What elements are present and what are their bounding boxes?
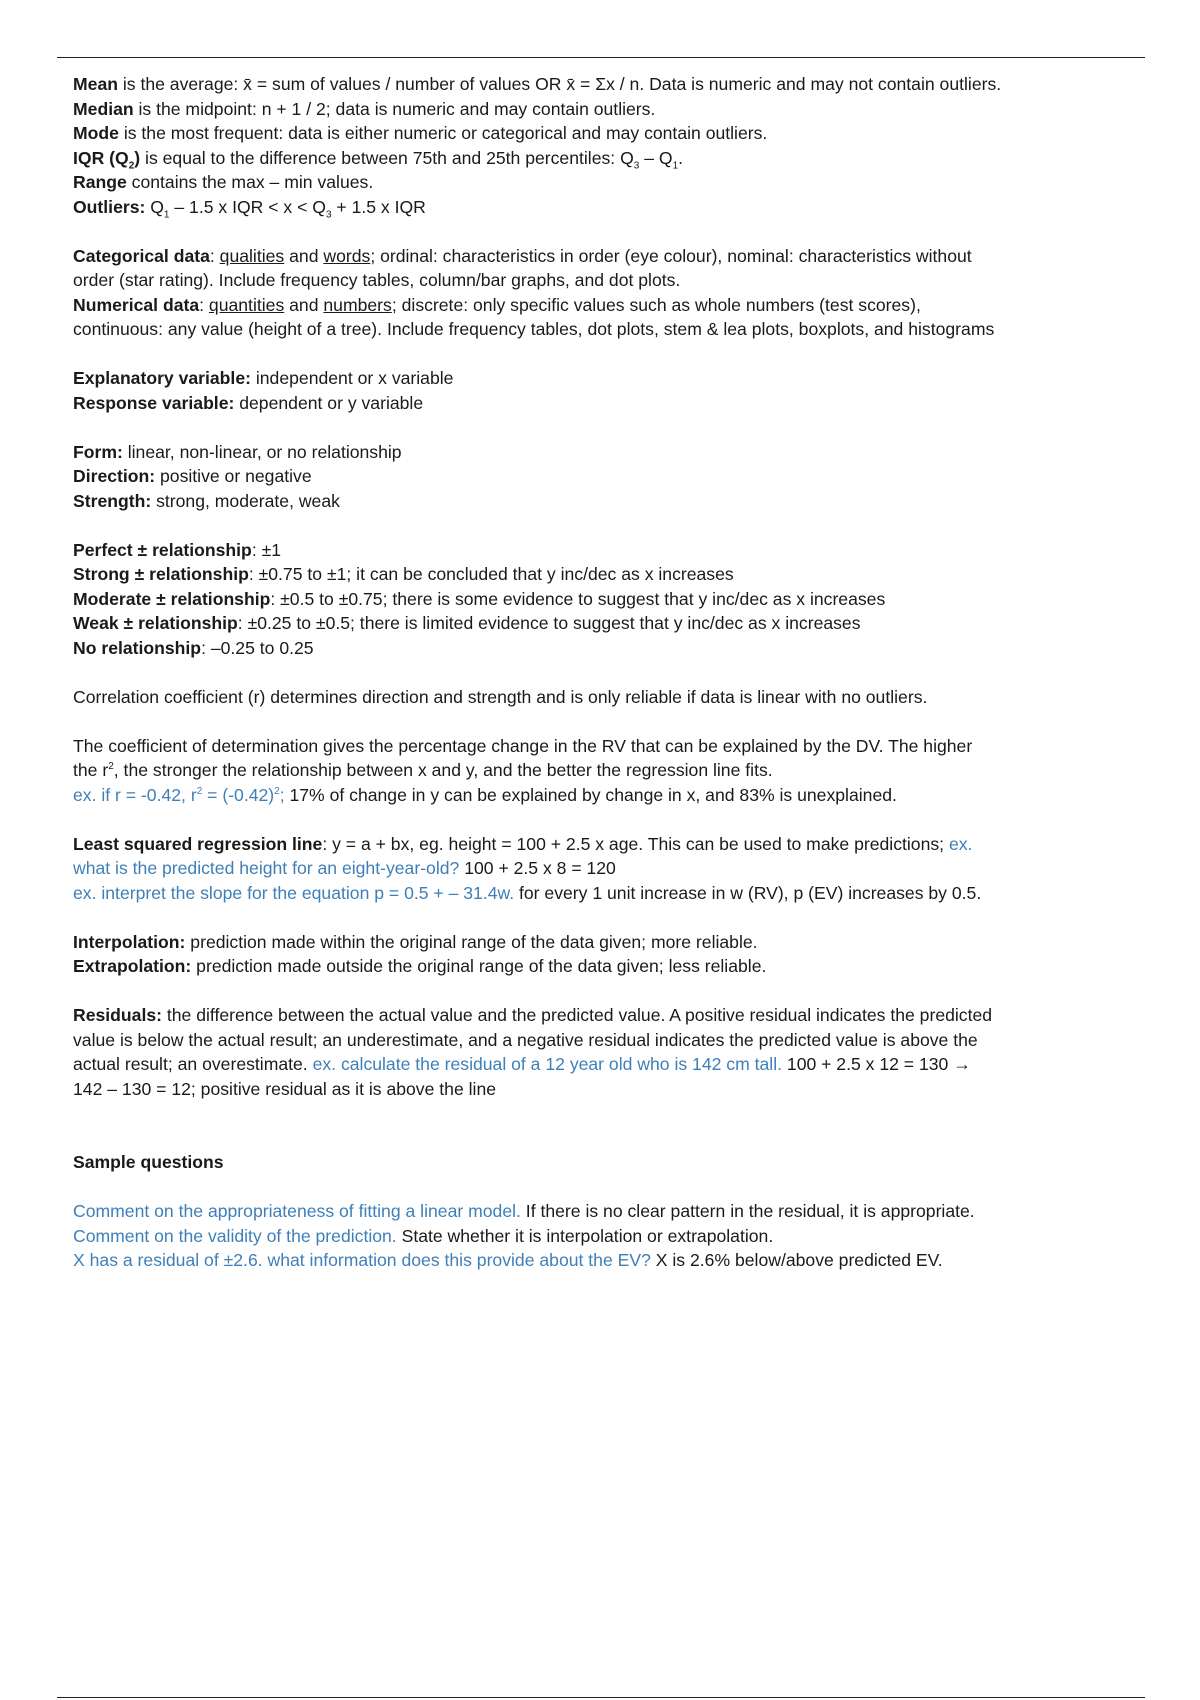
- example-question: ex. calculate the residual of a 12 year old who is 142 cm tall.: [312, 1054, 783, 1074]
- example-text: ex.: [948, 833, 973, 854]
- numerical-term: Numerical data: [73, 294, 200, 315]
- sample-questions-heading-block: [73, 1150, 1138, 1175]
- numerical-line-2: continuous: any value (height of a tree). Include frequency tables, dot plots, stem & lea plots, boxplots, and histograms: [73, 319, 995, 339]
- categorical-text: :: [209, 245, 220, 266]
- strength-row: [73, 538, 1138, 563]
- iqr-term-text: IQR (Q: [73, 147, 129, 168]
- example-question: ex. interpret the slope for the equation p = 0.5 + – 31.4w.: [73, 882, 515, 903]
- sample-answer-text: X is 2.6% below/above predicted EV.: [650, 1250, 943, 1270]
- median-term: Median: [73, 98, 134, 119]
- determination-text: , the stronger the relationship between x and y, and the better the regression line fits.: [113, 760, 773, 780]
- squared-superscript: 2: [196, 785, 203, 797]
- q3-subscript: 3: [325, 209, 332, 221]
- data-types: [73, 244, 1138, 342]
- example-answer: for every 1 unit increase in w (RV), p (EV) increases by 0.5.: [514, 882, 982, 903]
- strength-text: strong, moderate, weak: [151, 490, 340, 511]
- strength-row-text: : –0.25 to 0.25: [201, 637, 314, 658]
- numbers-underlined: numbers: [323, 294, 392, 315]
- regression-definition: [73, 832, 1138, 857]
- mode-line: [73, 121, 1138, 146]
- extrapolation-term: Extrapolation:: [73, 956, 192, 976]
- example-text: ;: [279, 784, 285, 805]
- explanatory-text: independent or x variable: [250, 368, 454, 388]
- coefficient-of-determination: [73, 734, 1138, 808]
- numerical-line: [73, 293, 1138, 318]
- strength-row: [73, 587, 1138, 612]
- mode-term: Mode: [73, 123, 119, 143]
- determination-text: the r: [73, 760, 109, 780]
- quantities-underlined: quantities: [208, 294, 285, 315]
- explanatory-term: Explanatory variable:: [73, 368, 251, 388]
- relationship-strengths: [73, 538, 1138, 661]
- variables: [73, 366, 1138, 415]
- q1-subscript: 1: [163, 209, 170, 221]
- outliers-line: [73, 195, 1138, 220]
- xbar-symbol: x̄: [566, 74, 576, 94]
- determination-line-1: The coefficient of determination gives the percentage change in the RV that can be explained by the DV. The higher: [73, 735, 973, 756]
- categorical-line: [73, 244, 1138, 269]
- explanatory-line: [73, 366, 1138, 391]
- example-question: what is the predicted height for an eight-year-old?: [73, 858, 460, 878]
- strength-row-text: : ±0.75 to ±1; it can be concluded that y inc/dec as x increases: [248, 564, 734, 584]
- correlation-text: Correlation coefficient (r) determines direction and strength and is only reliable if data is linear with no outliers.: [73, 686, 928, 707]
- outliers-term: Outliers:: [73, 196, 146, 217]
- top-rule: [57, 57, 1145, 58]
- sample-questions-heading: Sample questions: [73, 1152, 224, 1172]
- mean-text: = Σx / n. Data is numeric and may not contain outliers.: [575, 74, 1002, 94]
- notes-body: [73, 72, 1138, 1297]
- extrapolation-text: prediction made outside the original range of the data given; less reliable.: [191, 956, 767, 976]
- determination-line-2: [73, 758, 1138, 783]
- response-term: Response variable:: [73, 392, 235, 413]
- strength-row: [73, 562, 1138, 587]
- range-text: contains the max – min values.: [126, 172, 374, 192]
- outliers-text: Q: [145, 196, 164, 217]
- iqr-text: – Q: [639, 147, 673, 168]
- mean-term: Mean: [73, 74, 118, 94]
- qualities-underlined: qualities: [219, 245, 285, 266]
- regression-text: : y = a + bx, eg. height = 100 + 2.5 x age. This can be used to make predictions;: [322, 833, 949, 854]
- interpolation-extrapolation: [73, 930, 1138, 979]
- residuals-line-3: [73, 1052, 1138, 1077]
- correlation-coefficient: [73, 685, 1138, 710]
- residuals-line-2: value is below the actual result; an underestimate, and a negative residual indicates the predicted value is above the: [73, 1029, 978, 1050]
- numerical-text: ; discrete: only specific values such as whole numbers (test scores),: [391, 294, 921, 315]
- strength-row-term: Perfect ± relationship: [73, 539, 252, 560]
- strength-row-text: : ±0.25 to ±0.5; there is limited evidence to suggest that y inc/dec as x increases: [237, 613, 861, 633]
- regression-term: Least squared regression line: [73, 833, 323, 854]
- residuals-text: the difference between the actual value and the predicted value. A positive residual indicates the predicted: [161, 1005, 993, 1025]
- squared-superscript: 2: [274, 785, 280, 797]
- spacer: [73, 1126, 1138, 1151]
- categorical-text: and: [284, 245, 324, 266]
- mode-text: is the most frequent: data is either numeric or categorical and may contain outliers.: [118, 123, 768, 143]
- range-term: Range: [73, 172, 127, 192]
- response-text: dependent or y variable: [234, 392, 424, 413]
- strength-line: [73, 489, 1138, 514]
- strength-row: [73, 636, 1138, 661]
- example-answer: 100 + 2.5 x 12 = 130 →: [782, 1054, 971, 1074]
- summary-statistics: [73, 72, 1138, 219]
- form-term: Form:: [73, 441, 123, 462]
- form-text: linear, non-linear, or no relationship: [122, 441, 402, 462]
- sample-answer-text: If there is no clear pattern in the residual, it is appropriate.: [520, 1201, 975, 1221]
- sample-question: [73, 1248, 1138, 1273]
- sample-question-text: Comment on the appropriateness of fitting a linear model.: [73, 1201, 521, 1221]
- example-text: = (-0.42): [202, 784, 275, 805]
- iqr-subscript: 2: [128, 160, 135, 172]
- mean-text: is the average:: [117, 74, 244, 94]
- sample-question: [73, 1224, 1138, 1249]
- strength-row-term: Moderate ± relationship: [73, 588, 271, 609]
- interpolation-term: Interpolation:: [73, 931, 186, 952]
- numerical-text: and: [284, 294, 324, 315]
- example-answer: 17% of change in y can be explained by change in x, and 83% is unexplained.: [284, 784, 897, 805]
- categorical-text: ; ordinal: characteristics in order (eye colour), nominal: characteristics without: [370, 245, 972, 266]
- residuals-line-4: 142 – 130 = 12; positive residual as it is above the line: [73, 1078, 497, 1099]
- median-line: [73, 97, 1138, 122]
- direction-term: Direction:: [73, 466, 156, 486]
- iqr-text: .: [678, 147, 684, 168]
- outliers-text: + 1.5 x IQR: [331, 196, 426, 217]
- squared-superscript: 2: [108, 761, 114, 773]
- mean-text: = sum of values / number of values OR: [251, 74, 567, 94]
- words-underlined: words: [323, 245, 371, 266]
- direction-text: positive or negative: [155, 466, 312, 486]
- strength-term: Strength:: [73, 490, 152, 511]
- direction-line: [73, 464, 1138, 489]
- outliers-text: – 1.5 x IQR < x < Q: [169, 196, 326, 217]
- sample-question-text: Comment on the validity of the prediction.: [73, 1225, 397, 1246]
- iqr-term-close: ): [134, 147, 141, 168]
- determination-example: [73, 783, 1138, 808]
- numerical-text: :: [199, 294, 209, 315]
- range-line: [73, 170, 1138, 195]
- residuals-text: actual result; an overestimate.: [73, 1054, 313, 1074]
- xbar-symbol: x̄: [243, 74, 252, 94]
- interpolation-text: prediction made within the original range of the data given; more reliable.: [185, 931, 758, 952]
- example-text: ex. if r = -0.42, r: [73, 784, 197, 805]
- extrapolation-line: [73, 954, 1138, 979]
- sample-question: [73, 1199, 1138, 1224]
- median-text: is the midpoint: n + 1 / 2; data is numeric and may contain outliers.: [133, 98, 656, 119]
- regression-example-1: [73, 856, 1138, 881]
- regression-example-2: [73, 881, 1138, 906]
- response-line: [73, 391, 1138, 416]
- q3-subscript: 3: [633, 160, 640, 172]
- interpolation-line: [73, 930, 1138, 955]
- strength-row-text: : ±1: [251, 539, 282, 560]
- q1-subscript: 1: [672, 160, 679, 172]
- regression-line: [73, 832, 1138, 906]
- categorical-line-2: order (star rating). Include frequency tables, column/bar graphs, and dot plots.: [73, 270, 681, 290]
- strength-row-term: Strong ± relationship: [73, 564, 249, 584]
- form-line: [73, 440, 1138, 465]
- mean-line: [73, 72, 1138, 97]
- residuals: [73, 1003, 1138, 1101]
- strength-row-term: Weak ± relationship: [73, 613, 238, 633]
- residuals-term: Residuals:: [73, 1005, 162, 1025]
- categorical-term: Categorical data: [73, 245, 210, 266]
- strength-row: [73, 611, 1138, 636]
- example-answer: 100 + 2.5 x 8 = 120: [459, 858, 616, 878]
- sample-questions: [73, 1199, 1138, 1273]
- residuals-line-1: [73, 1003, 1138, 1028]
- iqr-term: [73, 147, 141, 172]
- sample-answer-text: State whether it is interpolation or extrapolation.: [396, 1225, 774, 1246]
- iqr-line: [73, 146, 1138, 171]
- strength-row-term: No relationship: [73, 637, 202, 658]
- iqr-text: is equal to the difference between 75th and 25th percentiles: Q: [140, 147, 634, 168]
- bottom-rule: [57, 1697, 1145, 1698]
- strength-row-text: : ±0.5 to ±0.75; there is some evidence to suggest that y inc/dec as x increases: [270, 588, 886, 609]
- relationship-description: [73, 440, 1138, 514]
- sample-question-text: X has a residual of ±2.6. what information does this provide about the EV?: [73, 1250, 651, 1270]
